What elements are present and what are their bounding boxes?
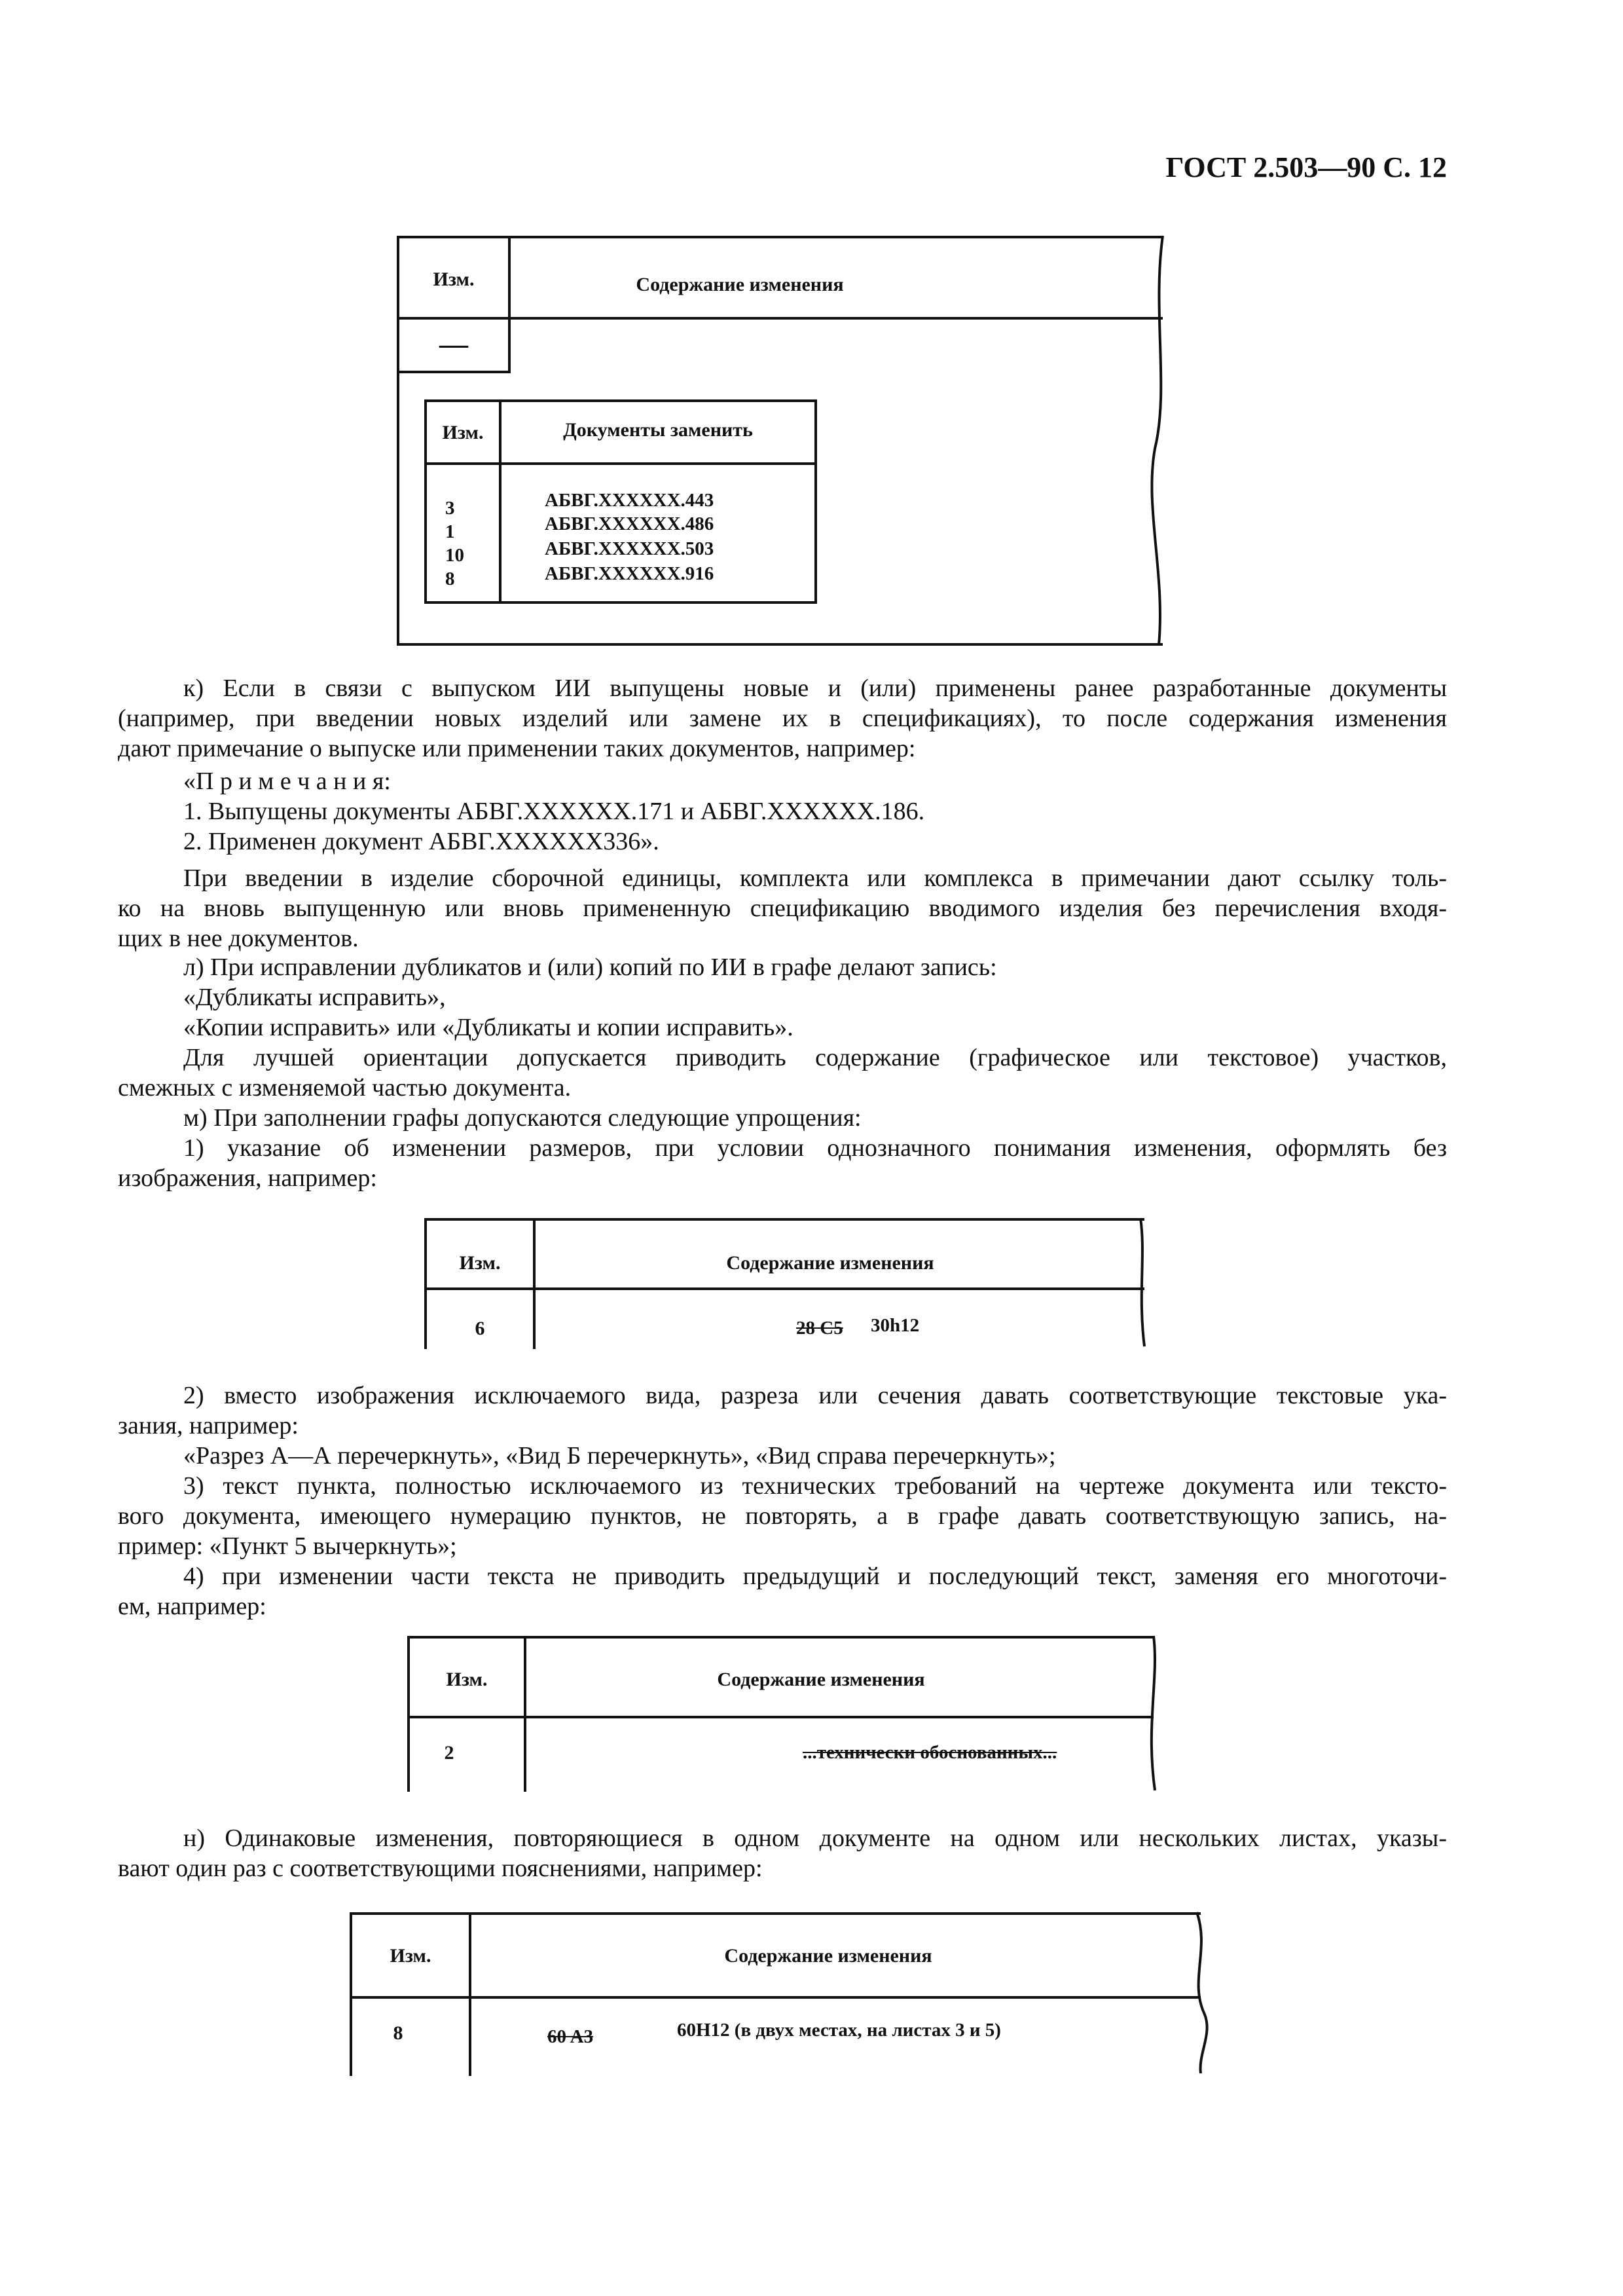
table2-old-value: 28 C5 xyxy=(796,1318,843,1339)
torn-edge-2 xyxy=(1126,1215,1159,1353)
table4-new-value: 60H12 (в двух местах, на листах 3 и 5) xyxy=(677,2020,1001,2041)
inner-row-izm: 8 xyxy=(445,568,455,589)
table1-col-izm: Изм. xyxy=(433,268,475,290)
table2-col-izm: Изм. xyxy=(459,1252,501,1274)
table2-col-content: Содержание изменения xyxy=(726,1252,934,1274)
paragraph-line: зания, например: xyxy=(118,1412,299,1439)
inner-row-doc: АБВГ.XXXXXX.443 xyxy=(545,490,714,511)
table4-izm-value: 8 xyxy=(393,2022,403,2044)
inner-row-doc: АБВГ.XXXXXX.916 xyxy=(545,563,714,584)
paragraph-line: При введении в изделие сборочной единицы, комплекта или комплекса в примечании дают ссылку толь- xyxy=(183,864,1447,892)
table2-new-value: 30h12 xyxy=(871,1315,920,1336)
page-header: ГОСТ 2.503—90 С. 12 xyxy=(1165,151,1447,183)
paragraph-line: «Разрез А—А перечеркнуть», «Вид Б перечеркнуть», «Вид справа перечеркнуть»; xyxy=(183,1442,1056,1470)
paragraph-line: «Дубликаты исправить», xyxy=(183,984,446,1011)
note-item: 2. Применен документ АБВГ.XXXXXX336». xyxy=(183,828,659,855)
paragraph-line: к) Если в связи с выпуском ИИ выпущены новые и (или) применены ранее разработанные документы xyxy=(183,675,1447,702)
inner-row-izm: 10 xyxy=(445,545,464,566)
paragraph-line: дают примечание о выпуске или применении таких документов, например: xyxy=(118,735,916,762)
table3-content-value: ...технически обоснованных... xyxy=(803,1742,1057,1763)
inner-col-docs: Документы заменить xyxy=(563,419,753,441)
table3-izm-value: 2 xyxy=(444,1742,454,1764)
paragraph-line: м) При заполнении графы допускаются следующие упрощения: xyxy=(183,1104,862,1132)
table4-col-izm: Изм. xyxy=(390,1945,431,1967)
paragraph-line: вают один раз с соответствующими пояснениями, например: xyxy=(118,1855,763,1882)
inner-row-doc: АБВГ.XXXXXX.486 xyxy=(545,513,714,534)
inner-row-izm: 3 xyxy=(445,498,455,519)
notes-title: «П р и м е ч а н и я: xyxy=(183,768,391,795)
table1-izm-value: — xyxy=(439,328,468,360)
paragraph-line: Для лучшей ориентации допускается приводить содержание (графическое или текстовое) участков, xyxy=(183,1044,1447,1071)
paragraph-line: л) При исправлении дубликатов и (или) копий по ИИ в графе делают запись: xyxy=(183,954,997,981)
paragraph-line: вого документа, имеющего нумерацию пунктов, не повторять, а в графе давать соответствующую запись, на- xyxy=(118,1502,1447,1530)
paragraph-line: 3) текст пункта, полностью исключаемого из технических требований на чертеже документа или тексто- xyxy=(183,1472,1447,1500)
paragraph-line: пример: «Пункт 5 вычеркнуть»; xyxy=(118,1532,457,1560)
paragraph-line: 1) указание об изменении размеров, при условии однозначного понимания изменения, оформлять без xyxy=(183,1134,1447,1162)
paragraph-line: (например, при введении новых изделий или замене их в спецификациях), то после содержания изменения xyxy=(118,705,1447,732)
inner-row-doc: АБВГ.XXXXXX.503 xyxy=(545,538,714,559)
table4-old-value: 60 A3 xyxy=(547,2026,594,2047)
paragraph-line: 4) при изменении части текста не приводить предыдущий и последующий текст, заменяя его многоточи- xyxy=(183,1563,1447,1590)
paragraph-line: щих в нее документов. xyxy=(118,925,359,952)
paragraph-line: «Копии исправить» или «Дубликаты и копии исправить». xyxy=(183,1014,793,1041)
table3-col-izm: Изм. xyxy=(446,1669,488,1690)
torn-edge-1 xyxy=(1139,232,1178,652)
table2-izm-value: 6 xyxy=(475,1318,485,1339)
torn-edge-3 xyxy=(1133,1633,1165,1797)
paragraph-line: смежных с изменяемой частью документа. xyxy=(118,1074,572,1102)
torn-edge-4 xyxy=(1178,1910,1218,2080)
inner-col-izm: Изм. xyxy=(442,422,484,443)
paragraph-line: изображения, например: xyxy=(118,1164,377,1192)
paragraph-line: ко на вновь выпущенную или вновь примененную спецификацию вводимого изделия без перечисления входя- xyxy=(118,895,1447,922)
table4-col-content: Содержание изменения xyxy=(724,1945,932,1967)
table3-col-content: Содержание изменения xyxy=(717,1669,925,1690)
inner-row-izm: 1 xyxy=(445,521,455,542)
note-item: 1. Выпущены документы АБВГ.XXXXXX.171 и АБВГ.XXXXXX.186. xyxy=(183,798,925,825)
paragraph-line: 2) вместо изображения исключаемого вида, разреза или сечения давать соответствующие текстовые ука- xyxy=(183,1382,1447,1409)
paragraph-line: ем, например: xyxy=(118,1593,266,1620)
table1-col-content: Содержание изменения xyxy=(636,274,844,295)
paragraph-line: н) Одинаковые изменения, повторяющиеся в одном документе на одном или нескольких листах, указы- xyxy=(183,1824,1447,1852)
